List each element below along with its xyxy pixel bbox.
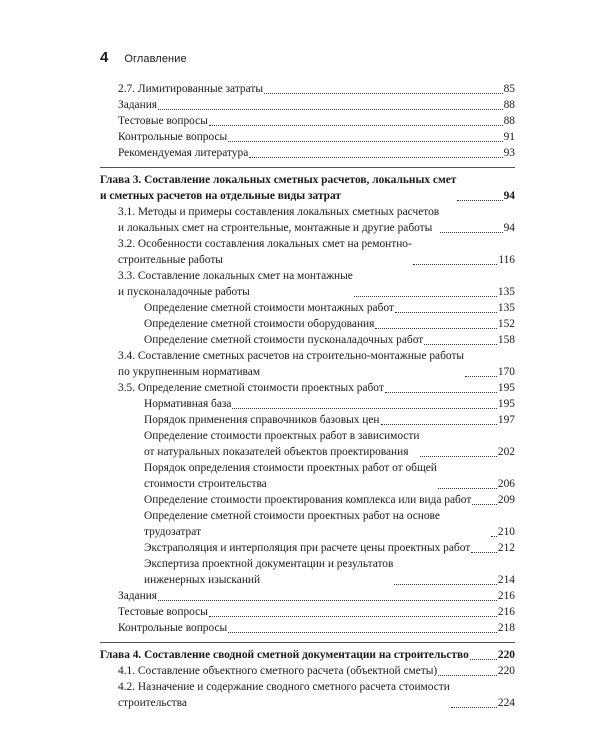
toc-page-number: 206 bbox=[497, 478, 515, 490]
dot-leader bbox=[465, 376, 497, 377]
toc-page-number: 135 bbox=[497, 286, 515, 298]
toc-page-number: 91 bbox=[503, 131, 515, 143]
toc-entry-title bbox=[118, 145, 248, 161]
toc-entry-title bbox=[144, 556, 393, 588]
toc-entry[interactable] bbox=[100, 316, 515, 332]
toc-entry[interactable] bbox=[100, 204, 515, 236]
toc-entry-title-line: Экстраполяция и интерполяция при расчете цены проектных работ bbox=[144, 542, 471, 554]
dot-leader bbox=[385, 392, 497, 393]
toc-entry-title-line: Определение сметной стоимости проектных работ на основе трудозатрат bbox=[144, 510, 440, 538]
toc-entry-title bbox=[144, 492, 471, 508]
toc-entry-title bbox=[144, 460, 437, 492]
toc-entry-title-line: стоимости строительства bbox=[144, 478, 267, 490]
toc-entry-title-line: Глава 4. Составление сводной сметной документации на строительство bbox=[100, 649, 469, 661]
toc-page-number: 158 bbox=[497, 334, 515, 346]
toc-entry-title bbox=[100, 647, 469, 663]
toc-page-number: 116 bbox=[498, 254, 515, 266]
dot-leader bbox=[438, 675, 497, 676]
toc-entry[interactable] bbox=[100, 81, 515, 97]
toc-entry-title-line: Задания bbox=[118, 99, 158, 111]
toc-entry-title-line: Определение сметной стоимости пусконаладочных работ bbox=[144, 334, 424, 346]
toc-entry-title bbox=[144, 412, 380, 428]
toc-entry[interactable] bbox=[100, 380, 515, 396]
dot-leader bbox=[438, 488, 497, 489]
toc-entry-title bbox=[144, 540, 470, 556]
toc-entry[interactable] bbox=[100, 300, 515, 316]
toc-page-number: 197 bbox=[497, 414, 515, 426]
dot-leader bbox=[472, 504, 497, 505]
toc-page-number: 88 bbox=[503, 99, 515, 111]
toc-entry-title bbox=[144, 332, 423, 348]
section-divider bbox=[100, 167, 515, 168]
toc-entry[interactable] bbox=[100, 663, 515, 679]
toc-entry-title bbox=[144, 428, 419, 460]
dot-leader bbox=[457, 200, 502, 201]
toc-entry[interactable] bbox=[100, 332, 515, 348]
dot-leader bbox=[264, 93, 503, 94]
toc-entry-title-line: 4.1. Составление объектного сметного расчета (объектной сметы) bbox=[118, 665, 438, 677]
dot-leader bbox=[471, 552, 497, 553]
toc-entry-title bbox=[118, 663, 437, 679]
toc-page-number: 85 bbox=[503, 83, 515, 95]
toc-entry-title-line: Определение стоимости проектирования комплекса или вида работ bbox=[144, 494, 472, 506]
toc-entry[interactable] bbox=[100, 129, 515, 145]
toc-page-number: 212 bbox=[497, 542, 515, 554]
toc-page-number: 216 bbox=[497, 590, 515, 602]
toc-entry-title bbox=[118, 588, 157, 604]
toc-entry[interactable] bbox=[100, 396, 515, 412]
toc-entry-title-line: и сметных расчетов на отдельные виды затрат bbox=[100, 190, 342, 202]
toc-page-number: 195 bbox=[497, 398, 515, 410]
toc-entry-title-line: Рекомендуемая литература bbox=[118, 147, 249, 159]
toc-entry[interactable] bbox=[100, 428, 515, 460]
dot-leader bbox=[491, 536, 497, 537]
toc-entry-title bbox=[118, 679, 450, 711]
toc-page-number: 170 bbox=[497, 366, 515, 378]
toc-entry-title-line: строительные работы bbox=[118, 254, 223, 266]
toc-page-number: 94 bbox=[503, 222, 515, 234]
toc-page-number: 216 bbox=[497, 606, 515, 618]
toc-entry-title-line: Определение стоимости проектных работ в зависимости bbox=[144, 430, 420, 442]
toc-entry-title-line: Нормативная база bbox=[144, 398, 232, 410]
toc-entry[interactable] bbox=[100, 145, 515, 161]
toc-entry[interactable] bbox=[100, 412, 515, 428]
toc-page-number: 224 bbox=[497, 697, 515, 709]
toc-entry-title-line: 3.1. Методы и примеры составления локальных сметных расчетов bbox=[118, 206, 440, 218]
toc-entry-title bbox=[144, 396, 231, 412]
toc-entry-title bbox=[100, 172, 456, 204]
toc-entry-title-line: Контрольные вопросы bbox=[118, 131, 228, 143]
dot-leader bbox=[228, 632, 497, 633]
toc-entry-title bbox=[118, 97, 157, 113]
toc-entry-title bbox=[118, 348, 464, 380]
toc-entry-title-line: 3.5. Определение сметной стоимости проектных работ bbox=[118, 382, 384, 394]
dot-leader bbox=[375, 328, 497, 329]
toc-entry[interactable] bbox=[100, 460, 515, 492]
toc-page-number: 135 bbox=[497, 302, 515, 314]
toc-entry-title-line: Контрольные вопросы bbox=[118, 622, 228, 634]
toc-entry-title bbox=[118, 380, 384, 396]
dot-leader bbox=[209, 616, 497, 617]
toc-entry-title bbox=[118, 204, 439, 236]
toc-page-number: 195 bbox=[497, 382, 515, 394]
toc-entry-title-line: и локальных смет на строительные, монтажные и другие работы bbox=[118, 222, 433, 234]
toc-entry-title bbox=[118, 604, 208, 620]
toc-entry[interactable] bbox=[100, 540, 515, 556]
toc-page-number: 220 bbox=[497, 649, 515, 661]
dot-leader bbox=[249, 157, 502, 158]
toc-entry-title bbox=[118, 236, 412, 268]
dot-leader bbox=[420, 456, 496, 457]
toc-page-number: 220 bbox=[497, 665, 515, 677]
toc-entry-title-line: 3.3. Составление локальных смет на монтажные bbox=[118, 270, 353, 282]
toc-page-number: 214 bbox=[497, 574, 515, 586]
dot-leader bbox=[209, 125, 503, 126]
dot-leader bbox=[381, 424, 497, 425]
toc-entry[interactable] bbox=[100, 113, 515, 129]
toc-page-number: 202 bbox=[497, 446, 515, 458]
dot-leader bbox=[354, 296, 497, 297]
toc-entry-title bbox=[118, 620, 227, 636]
toc-entry[interactable] bbox=[100, 97, 515, 113]
toc-entry-title-line: Экспертиза проектной документации и результатов bbox=[144, 558, 394, 570]
toc-entry-title bbox=[144, 300, 394, 316]
toc-page-number: 88 bbox=[503, 115, 515, 127]
toc-entry[interactable] bbox=[100, 556, 515, 588]
toc-entry[interactable] bbox=[100, 348, 515, 380]
dot-leader bbox=[424, 344, 497, 345]
dot-leader bbox=[395, 312, 497, 313]
toc-entry-title-line: Задания bbox=[118, 590, 158, 602]
toc-entry-title-line: 4.2. Назначение и содержание сводного сметного расчета стоимости bbox=[118, 681, 450, 693]
dot-leader bbox=[158, 600, 497, 601]
table-of-contents bbox=[100, 81, 515, 711]
dot-leader bbox=[440, 232, 502, 233]
toc-entry-title bbox=[144, 508, 490, 540]
dot-leader bbox=[394, 584, 497, 585]
toc-entry[interactable] bbox=[100, 508, 515, 540]
page-header bbox=[100, 49, 187, 66]
dot-leader bbox=[470, 659, 497, 660]
toc-entry-title-line: от натуральных показателей объектов проектирования bbox=[144, 446, 409, 458]
dot-leader bbox=[451, 707, 497, 708]
toc-entry[interactable] bbox=[100, 679, 515, 711]
section-divider bbox=[100, 642, 515, 643]
toc-entry-title-line: Определение сметной стоимости монтажных работ bbox=[144, 302, 394, 314]
toc-entry-title-line: Глава 3. Составление локальных сметных расчетов, локальных смет bbox=[100, 174, 457, 186]
dot-leader bbox=[228, 141, 502, 142]
running-title: Оглавление bbox=[124, 53, 187, 65]
toc-chapter-entry[interactable] bbox=[100, 647, 515, 663]
page-number: 4 bbox=[100, 49, 109, 66]
toc-entry-title bbox=[118, 268, 353, 300]
toc-entry-title-line: Определение сметной стоимости оборудования bbox=[144, 318, 375, 330]
dot-leader bbox=[413, 264, 498, 265]
toc-entry-title bbox=[118, 81, 263, 97]
dot-leader bbox=[158, 109, 503, 110]
toc-entry-title-line: инженерных изысканий bbox=[144, 574, 261, 586]
toc-entry-title-line: 2.7. Лимитированные затраты bbox=[118, 83, 264, 95]
toc-page-number: 93 bbox=[503, 147, 515, 159]
toc-page-number: 152 bbox=[497, 318, 515, 330]
toc-entry-title bbox=[144, 316, 374, 332]
toc-entry-title-line: 3.2. Особенности составления локальных смет на ремонтно- bbox=[118, 238, 412, 250]
toc-page-number: 210 bbox=[497, 526, 515, 538]
toc-entry-title bbox=[118, 113, 208, 129]
toc-entry-title-line: Тестовые вопросы bbox=[118, 115, 208, 127]
toc-entry-title bbox=[118, 129, 227, 145]
toc-entry[interactable] bbox=[100, 492, 515, 508]
toc-entry[interactable] bbox=[100, 588, 515, 604]
dot-leader bbox=[232, 408, 496, 409]
toc-entry-title-line: и пусконаладочные работы bbox=[118, 286, 250, 298]
toc-entry-title-line: Порядок применения справочников базовых цен bbox=[144, 414, 380, 426]
toc-entry-title-line: Порядок определения стоимости проектных работ от общей bbox=[144, 462, 437, 474]
toc-page-number: 209 bbox=[497, 494, 515, 506]
toc-page-number: 94 bbox=[503, 190, 515, 202]
toc-entry[interactable] bbox=[100, 604, 515, 620]
toc-entry-title-line: строительства bbox=[118, 697, 187, 709]
toc-entry-title-line: Тестовые вопросы bbox=[118, 606, 208, 618]
toc-entry[interactable] bbox=[100, 268, 515, 300]
toc-entry[interactable] bbox=[100, 236, 515, 268]
toc-entry-title-line: 3.4. Составление сметных расчетов на строительно-монтажные работы bbox=[118, 350, 465, 362]
toc-entry[interactable] bbox=[100, 620, 515, 636]
toc-chapter-entry[interactable] bbox=[100, 172, 515, 204]
toc-page-number: 218 bbox=[497, 622, 515, 634]
toc-entry-title-line: по укрупненным нормативам bbox=[118, 366, 261, 378]
